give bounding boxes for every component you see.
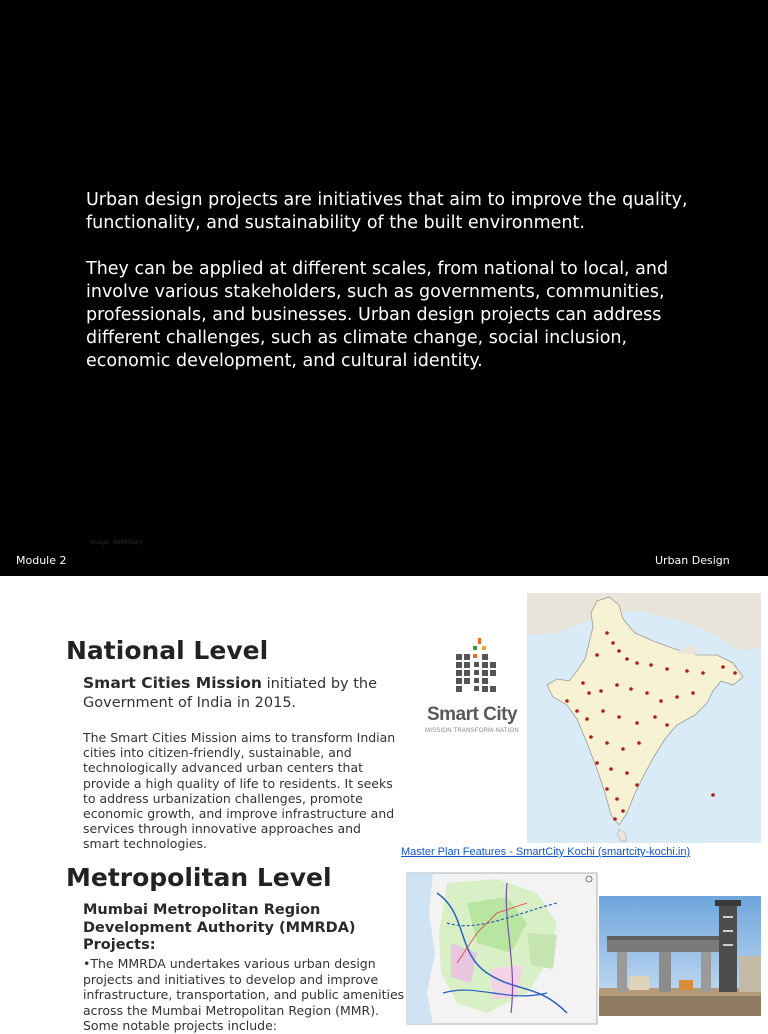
mmrda-line: infrastructure, transportation, and public amenities <box>83 987 405 1002</box>
logo-tagline: MISSION TRANSFORM-NATION <box>425 728 519 734</box>
scm-line: provide a high quality of life to residents. It seeks <box>83 775 393 791</box>
mmrda-line: across the Mumbai Metropolitan Region (MMR). <box>83 1002 380 1018</box>
scm-line: smart technologies. <box>83 836 208 852</box>
intro-paragraph-1: Urban design projects are initiatives that aim to improve the quality, functionality, and sustainability of the built environment. <box>86 190 688 233</box>
smart-city-logo-mark <box>420 632 524 704</box>
slide-levels <box>0 576 768 1033</box>
scm-line: economic growth, and improve infrastructure and <box>83 806 395 822</box>
metropolitan-level-heading: Metropolitan Level <box>66 863 332 892</box>
scm-line: to address urbanization challenges, promote <box>83 790 363 806</box>
footer-module: Module 2 <box>16 554 67 567</box>
scm-title: Smart Cities Mission <box>83 674 262 692</box>
mmrda-description <box>83 956 405 1034</box>
footer-course: Urban Design <box>655 554 730 567</box>
logo-wordmark: Smart City <box>426 704 518 725</box>
scm-description <box>83 730 403 852</box>
scm-intro-line2: Government of India in 2015. <box>83 695 297 711</box>
national-level-heading: National Level <box>66 636 269 665</box>
scm-intro-rest: initiated by the <box>261 676 378 692</box>
intro-text-block <box>86 189 696 396</box>
image-credit: Image: AltMilitary <box>90 539 144 546</box>
mmrda-line: projects and initiatives to develop and improve <box>83 971 379 987</box>
mmr-region-map <box>407 873 597 1024</box>
scm-intro <box>83 674 383 713</box>
smart-city-logo <box>420 632 524 742</box>
scm-line: The Smart Cities Mission aims to transform Indian <box>83 730 396 745</box>
intro-paragraph-2: They can be applied at different scales, from national to local, and involve various stakeholders, such as governments, communities, professionals, and businesses. Urban design projects can address different challenges, such as climate change, social inclusion, economic development, and cultural identity. <box>86 259 669 371</box>
india-smart-cities-map <box>527 593 761 843</box>
scm-line: services through innovative approaches and <box>83 821 361 837</box>
scm-line: cities into citizen-friendly, sustainable, and <box>83 745 352 761</box>
scm-line: technologically advanced urban centers that <box>83 760 364 776</box>
metro-construction-photo <box>599 896 761 1016</box>
smartcity-kochi-link[interactable]: Master Plan Features - SmartCity Kochi (smartcity-kochi.in) <box>401 846 691 858</box>
mmrda-line: •The MMRDA undertakes various urban design <box>83 956 376 971</box>
mmrda-line: Some notable projects include: <box>83 1018 277 1033</box>
mmrda-title: Mumbai Metropolitan Region Development Authority (MMRDA) Projects: <box>83 902 356 953</box>
